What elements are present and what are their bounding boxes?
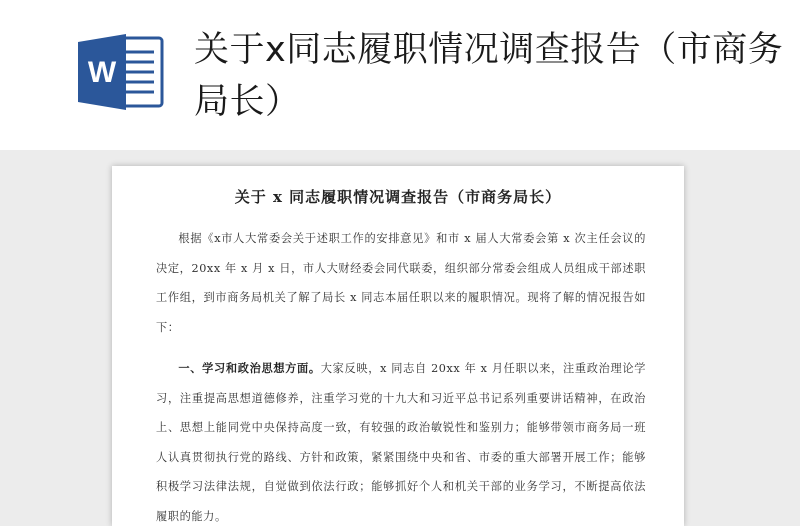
section-text: 大家反映，x 同志自 20xx 年 x 月任职以来，注重政治理论学习，注重提高思想道德修养，注重学习党的十九大和习近平总书记系列重要讲话精神，在政治上、思想上能同党中央保持高度一致，有较强的政治敏锐性和鉴别力；能够带领市商务局一班人认真贯彻执行党的路线、方针和政策，紧紧围绕中央和省、市委的重大部署开展工作；能够积极学习法律法规，自觉做到依法行政；能够抓好个人和机关干部的业务学习，不断提高依法履职的能力。 <box>156 362 646 523</box>
document-page <box>112 166 684 526</box>
section-heading: 一、学习和政治思想方面。 <box>178 361 321 375</box>
document-body <box>156 224 646 526</box>
paragraph-section-1 <box>156 354 646 526</box>
page-title: 关于x同志履职情况调查报告（市商务局长） <box>194 30 784 122</box>
svg-text:W: W <box>87 56 117 89</box>
word-icon <box>76 34 164 110</box>
header <box>0 0 800 150</box>
document-title: 关于 x 同志履职情况调查报告（市商务局长） <box>234 188 562 206</box>
paragraph-intro: 根据《x市人大常委会关于述职工作的安排意见》和市 x 届人大常委会第 x 次主任会议的决定，20xx 年 x 月 x 日，市人大财经委会同代联委，组织部分常委会组成人员组成干部述职工作组，到市商务局机关了解了局长 x 同志本届任职以来的履职情况。现将了解的情况报告如下： <box>156 232 646 334</box>
